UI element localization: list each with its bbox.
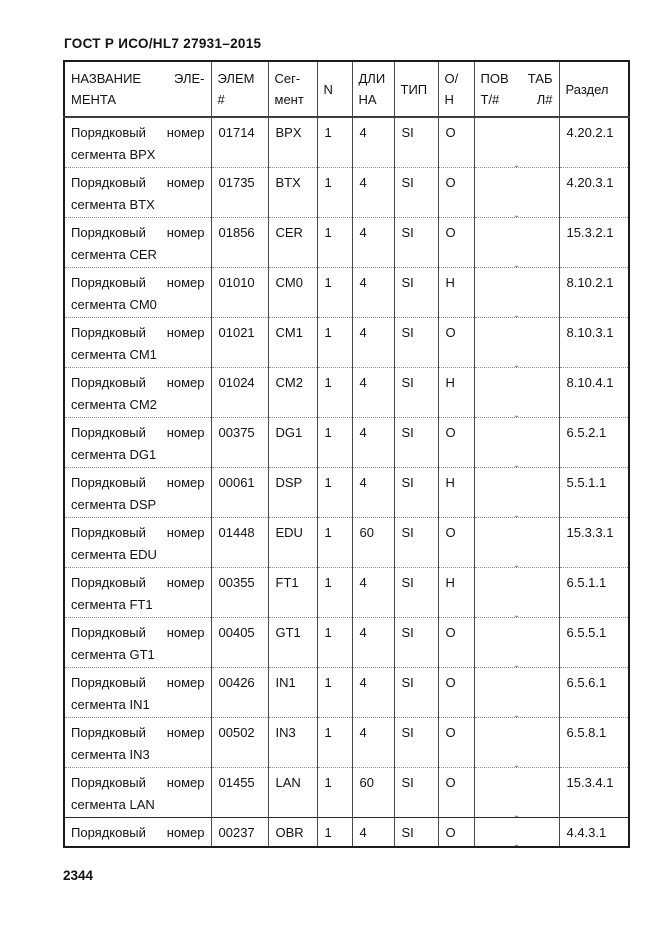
element-name-line1: Порядковый номер [71, 274, 205, 290]
table-row [64, 217, 629, 267]
length-cell: 4 [352, 667, 394, 717]
segment-cell: IN3 [268, 717, 317, 767]
length-cell: 4 [352, 167, 394, 217]
required-cell: О [438, 767, 474, 817]
required-cell: О [438, 517, 474, 567]
length-cell: 4 [352, 367, 394, 417]
element-name-cell [64, 517, 211, 567]
element-name-cell [64, 167, 211, 217]
element-name-cell [64, 217, 211, 267]
repeat-table-cell [474, 467, 559, 517]
length-cell: 60 [352, 767, 394, 817]
section-cell: 15.3.2.1 [559, 217, 629, 267]
element-number-cell: 00375 [211, 417, 268, 467]
n-cell: 1 [317, 167, 352, 217]
segment-cell: BTX [268, 167, 317, 217]
segment-cell: OBR [268, 817, 317, 847]
col-header-required: О/Н [438, 61, 474, 117]
element-name-line2: сегмента IN3 [71, 746, 150, 762]
section-cell: 6.5.5.1 [559, 617, 629, 667]
length-cell: 4 [352, 817, 394, 847]
repeat-table-cell [474, 767, 559, 817]
col-header-element-number-line1: ЭЛЕМ [217, 71, 255, 86]
table-row [64, 617, 629, 667]
n-cell: 1 [317, 717, 352, 767]
section-cell: 15.3.3.1 [559, 517, 629, 567]
element-name-line2: сегмента GT1 [71, 646, 155, 662]
table-row [64, 117, 629, 167]
segment-cell: DSP [268, 467, 317, 517]
required-cell: О [438, 167, 474, 217]
length-cell: 4 [352, 117, 394, 167]
length-cell: 4 [352, 467, 394, 517]
n-cell: 1 [317, 667, 352, 717]
n-cell: 1 [317, 267, 352, 317]
col-header-segment-line2: мент [274, 92, 304, 107]
element-name-line2: сегмента CM0 [71, 296, 157, 312]
repeat-table-cell [474, 317, 559, 367]
repeat-table-cell [474, 167, 559, 217]
required-cell: О [438, 617, 474, 667]
element-name-line1: Порядковый номер [71, 774, 205, 790]
repeat-table-cell [474, 267, 559, 317]
element-name-cell [64, 417, 211, 467]
repeat-table-cell [474, 717, 559, 767]
n-cell: 1 [317, 767, 352, 817]
element-number-cell: 00061 [211, 467, 268, 517]
segment-cell: CM2 [268, 367, 317, 417]
required-cell: О [438, 717, 474, 767]
table-row [64, 417, 629, 467]
table-row [64, 167, 629, 217]
n-cell: 1 [317, 367, 352, 417]
repeat-table-cell [474, 417, 559, 467]
length-cell: 60 [352, 517, 394, 567]
n-cell: 1 [317, 217, 352, 267]
element-name-cell [64, 717, 211, 767]
type-cell: SI [394, 167, 438, 217]
table-row [64, 717, 629, 767]
section-cell: 15.3.4.1 [559, 767, 629, 817]
element-name-line1: Порядковый номер [71, 224, 205, 240]
element-name-cell [64, 567, 211, 617]
type-cell: SI [394, 517, 438, 567]
element-name-cell [64, 467, 211, 517]
length-cell: 4 [352, 217, 394, 267]
n-cell: 1 [317, 317, 352, 367]
length-cell: 4 [352, 617, 394, 667]
section-cell: 6.5.2.1 [559, 417, 629, 467]
section-cell: 4.4.3.1 [559, 817, 629, 847]
segment-cell: GT1 [268, 617, 317, 667]
element-number-cell: 01024 [211, 367, 268, 417]
length-cell: 4 [352, 417, 394, 467]
page-number: 2344 [63, 868, 94, 883]
type-cell: SI [394, 767, 438, 817]
col-header-element-name-line2: МЕНТА [71, 92, 117, 107]
element-name-line2: сегмента BPX [71, 147, 156, 162]
element-name-cell [64, 367, 211, 417]
element-name-cell [64, 317, 211, 367]
required-cell: О [438, 317, 474, 367]
table-row [64, 767, 629, 817]
n-cell: 1 [317, 467, 352, 517]
element-name-line1: Порядковый номер [71, 324, 205, 340]
repeat-table-cell [474, 617, 559, 667]
required-cell: О [438, 817, 474, 847]
element-name-line1: Порядковый номер [71, 474, 205, 490]
element-name-line1: Порядковый номер [71, 125, 205, 140]
type-cell: SI [394, 267, 438, 317]
repeat-table-cell [474, 667, 559, 717]
section-cell: 6.5.8.1 [559, 717, 629, 767]
repeat-table-cell [474, 517, 559, 567]
repeat-table-cell [474, 217, 559, 267]
element-name-cell [64, 817, 211, 847]
element-name-line1: Порядковый номер [71, 624, 205, 640]
type-cell: SI [394, 117, 438, 167]
segment-cell: EDU [268, 517, 317, 567]
col-header-type: ТИП [394, 61, 438, 117]
length-cell: 4 [352, 717, 394, 767]
element-name-line2: сегмента FT1 [71, 596, 153, 612]
col-header-element-name-line1: НАЗВАНИЕ ЭЛЕ- [71, 71, 205, 86]
element-name-cell [64, 667, 211, 717]
element-name-line2: сегмента CER [71, 246, 157, 262]
element-name-line2: сегмента LAN [71, 796, 155, 812]
table-row [64, 817, 629, 847]
table-row [64, 367, 629, 417]
element-number-cell: 01021 [211, 317, 268, 367]
length-cell: 4 [352, 267, 394, 317]
type-cell: SI [394, 817, 438, 847]
element-number-cell: 00426 [211, 667, 268, 717]
required-cell: Н [438, 467, 474, 517]
table-row [64, 317, 629, 367]
type-cell: SI [394, 417, 438, 467]
col-header-n: N [317, 61, 352, 117]
segment-sequence-table [63, 60, 630, 848]
element-name-cell [64, 617, 211, 667]
col-header-length-line1: ДЛИ [358, 71, 386, 86]
col-header-section: Раздел [559, 61, 629, 117]
table-row [64, 467, 629, 517]
col-header-element-number [211, 61, 268, 117]
required-cell: Н [438, 267, 474, 317]
n-cell: 1 [317, 567, 352, 617]
section-cell: 6.5.1.1 [559, 567, 629, 617]
col-header-element-name [64, 61, 211, 117]
col-header-length-line2: НА [358, 92, 377, 107]
element-name-cell [64, 267, 211, 317]
col-header-repeat-table-line1: ПОВ ТАБ [480, 71, 553, 86]
segment-table-body [64, 117, 629, 847]
required-cell: Н [438, 367, 474, 417]
element-number-cell: 01448 [211, 517, 268, 567]
element-name-cell [64, 117, 211, 167]
element-name-line1: Порядковый номер [71, 424, 205, 440]
segment-cell: CM0 [268, 267, 317, 317]
section-cell: 4.20.3.1 [559, 167, 629, 217]
table-row [64, 267, 629, 317]
n-cell: 1 [317, 617, 352, 667]
repeat-table-cell [474, 367, 559, 417]
element-name-line2: сегмента DSP [71, 496, 157, 512]
table-row [64, 567, 629, 617]
element-number-cell: 01714 [211, 117, 268, 167]
segment-cell: DG1 [268, 417, 317, 467]
col-header-segment [268, 61, 317, 117]
segment-cell: CM1 [268, 317, 317, 367]
section-cell: 5.5.1.1 [559, 467, 629, 517]
n-cell: 1 [317, 817, 352, 847]
element-number-cell: 01856 [211, 217, 268, 267]
element-name-line1: Порядковый номер [71, 824, 205, 840]
element-name-line1: Порядковый номер [71, 724, 205, 740]
section-cell: 8.10.3.1 [559, 317, 629, 367]
table-row [64, 517, 629, 567]
segment-cell: LAN [268, 767, 317, 817]
type-cell: SI [394, 617, 438, 667]
segment-cell: CER [268, 217, 317, 267]
section-cell: 8.10.4.1 [559, 367, 629, 417]
col-header-element-number-line2: # [217, 92, 225, 107]
segment-cell: IN1 [268, 667, 317, 717]
col-header-segment-line1: Сег- [274, 71, 301, 86]
element-name-line1: Порядковый номер [71, 524, 205, 540]
required-cell: О [438, 417, 474, 467]
required-cell: О [438, 217, 474, 267]
type-cell: SI [394, 667, 438, 717]
element-name-line2: сегмента DG1 [71, 446, 157, 462]
element-name-line1: Порядковый номер [71, 674, 205, 690]
n-cell: 1 [317, 517, 352, 567]
col-header-repeat-table-line2: Т/# Л# [480, 92, 553, 107]
element-name-line2: сегмента BTX [71, 196, 155, 212]
element-number-cell: 00405 [211, 617, 268, 667]
element-name-line2: сегмента EDU [71, 546, 157, 562]
type-cell: SI [394, 567, 438, 617]
repeat-table-cell [474, 817, 559, 847]
n-cell: 1 [317, 117, 352, 167]
type-cell: SI [394, 467, 438, 517]
section-cell: 4.20.2.1 [559, 117, 629, 167]
element-name-line2: сегмента CM2 [71, 396, 157, 412]
type-cell: SI [394, 317, 438, 367]
element-number-cell: 00237 [211, 817, 268, 847]
col-header-repeat-table [474, 61, 559, 117]
n-cell: 1 [317, 417, 352, 467]
table-row [64, 667, 629, 717]
required-cell: Н [438, 567, 474, 617]
element-number-cell: 00502 [211, 717, 268, 767]
element-number-cell: 01010 [211, 267, 268, 317]
element-name-cell [64, 767, 211, 817]
required-cell: О [438, 117, 474, 167]
repeat-table-cell [474, 117, 559, 167]
section-cell: 8.10.2.1 [559, 267, 629, 317]
element-name-line2: сегмента CM1 [71, 346, 157, 362]
element-number-cell: 01735 [211, 167, 268, 217]
type-cell: SI [394, 217, 438, 267]
header-row [64, 61, 629, 117]
type-cell: SI [394, 717, 438, 767]
element-name-line1: Порядковый номер [71, 174, 205, 190]
col-header-length [352, 61, 394, 117]
element-name-line1: Порядковый номер [71, 574, 205, 590]
segment-cell: FT1 [268, 567, 317, 617]
segment-cell: BPX [268, 117, 317, 167]
repeat-table-cell [474, 567, 559, 617]
section-cell: 6.5.6.1 [559, 667, 629, 717]
length-cell: 4 [352, 567, 394, 617]
element-number-cell: 01455 [211, 767, 268, 817]
element-name-line2: сегмента IN1 [71, 696, 150, 712]
element-number-cell: 00355 [211, 567, 268, 617]
element-name-line1: Порядковый номер [71, 374, 205, 390]
document-title: ГОСТ Р ИСО/HL7 27931–2015 [64, 36, 262, 51]
type-cell: SI [394, 367, 438, 417]
required-cell: О [438, 667, 474, 717]
table-header [64, 61, 629, 117]
length-cell: 4 [352, 317, 394, 367]
